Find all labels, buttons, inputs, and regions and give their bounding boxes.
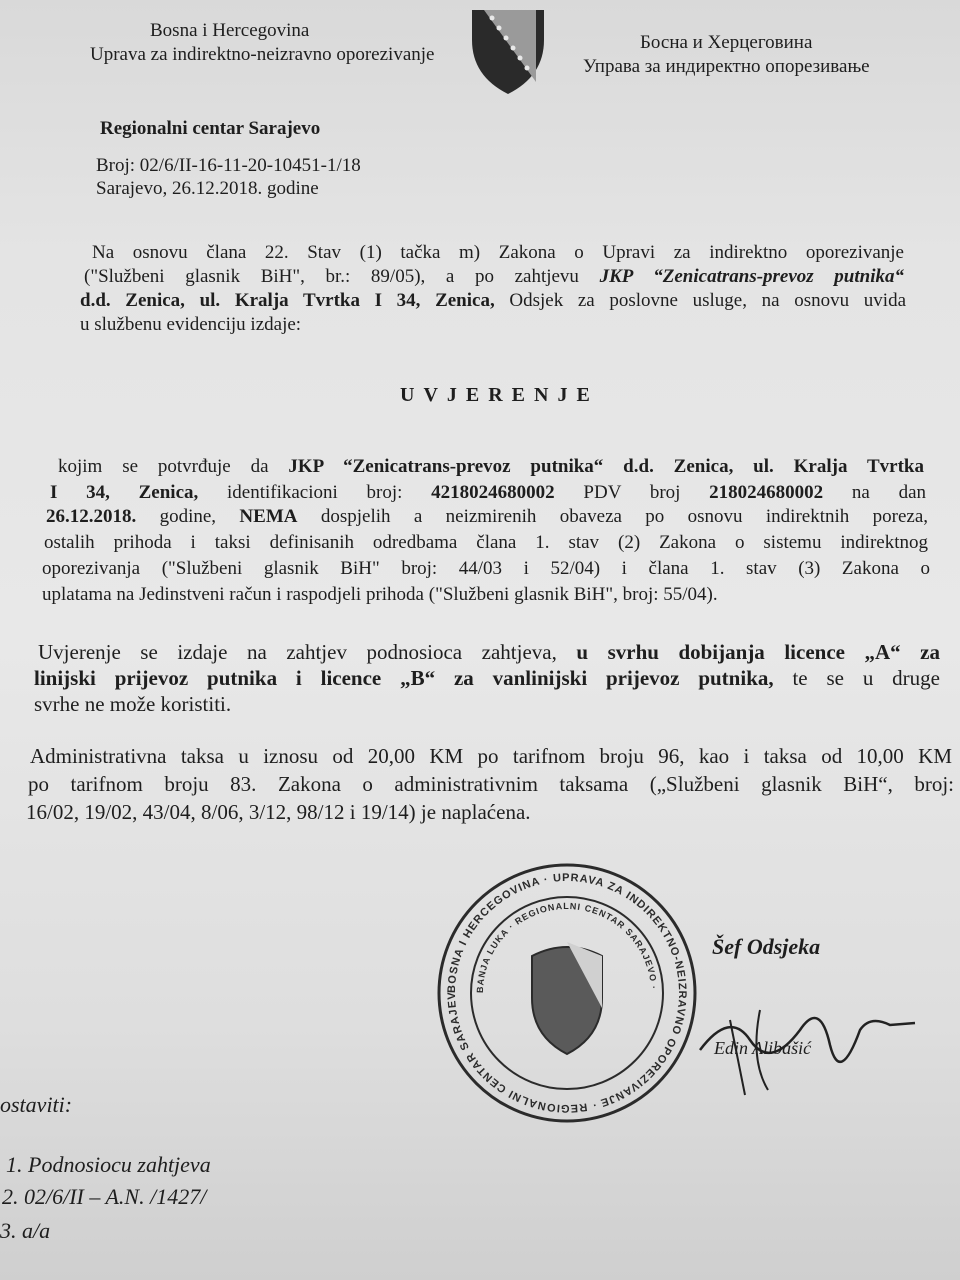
intro-line-2: ("Službeni glasnik BiH", br.: 89/05), a po zahtjevu JKP “Zenicatrans-prevoz putnika“ — [84, 266, 905, 287]
body-line-4: ostalih prihoda i taksi definisanih odredbama člana 1. stav (2) Zakona o sistemu indirektnog — [44, 532, 928, 553]
stamp-shield-icon — [532, 942, 602, 1054]
stamp-inner-text: BANJA LUKA · REGIONALNI CENTAR SARAJEVO · — [474, 900, 659, 994]
body-line-2: I 34, Zenica, identifikacioni broj: 4218024680002 PDV broj 218024680002 na dan — [50, 482, 927, 503]
body-line-1: kojim se potvrđuje da JKP “Zenicatrans-prevoz putnika“ d.d. Zenica, ul. Kralja Tvrtka — [58, 456, 924, 477]
coat-of-arms-icon — [468, 6, 548, 98]
distribution-item: 1. Podnosiocu zahtjeva — [6, 1152, 211, 1177]
header-right-country: Босна и Херцеговина — [640, 32, 813, 53]
place-date: Sarajevo, 26.12.2018. godine — [96, 178, 319, 199]
intro-line-1: Na osnovu člana 22. Stav (1) tačka m) Zakona o Upravi za indirektno oporezivanje — [92, 242, 904, 263]
fee-line-1: Administrativna taksa u iznosu od 20,00 KM po tarifnom broju 96, kao i taksa od 10,00 KM — [30, 744, 952, 768]
distribution-item: 2. 02/6/II – A.N. /1427/ — [2, 1184, 207, 1209]
purpose-line-3: svrhe ne može koristiti. — [34, 692, 232, 716]
office-name: Regionalni centar Sarajevo — [100, 118, 321, 139]
reference-number: Broj: 02/6/II-16-11-20-10451-1/18 — [96, 155, 361, 176]
body-line-5: oporezivanja ("Službeni glasnik BiH" broj: 44/03 i 52/04) i člana 1. stav (3) Zakona o — [42, 558, 930, 579]
header-left-agency: Uprava za indirektno-neizravno oporezivanje — [90, 44, 435, 65]
document-title: UVJERENJE — [400, 384, 599, 406]
intro-line-3: d.d. Zenica, ul. Kralja Tvrtka I 34, Zenica, Odsjek za poslovne usluge, na osnovu uvida — [80, 290, 906, 311]
purpose-line-2: linijski prijevoz putnika i licence „B“ za vanlinijski prijevoz putnika, te se u druge — [34, 666, 940, 690]
official-stamp — [427, 849, 702, 1128]
intro-line-4: u službenu evidenciju izdaje: — [80, 314, 302, 335]
fee-line-2: po tarifnom broju 83. Zakona o administrativnim taksama („Službeni glasnik BiH“, broj: — [28, 772, 954, 796]
header-right-agency: Управа за индиректно опорезивање — [583, 56, 870, 77]
header-left-country: Bosna i Hercegovina — [150, 20, 310, 41]
distribution-label: ostaviti: — [0, 1092, 73, 1117]
stamp-outer-text: BOSNA I HERCEGOVINA · UPRAVA ZA INDIREKTNO-NEIZRAVNO OPOREZIVANJE · REGIONALNI CENTAR SARAJEVO · — [427, 849, 689, 1115]
body-line-3: 26.12.2018. godine, NEMA dospjelih a neizmirenih obaveza po osnovu indirektnih poreza, — [46, 506, 929, 527]
signature-title: Šef Odsjeka — [712, 934, 821, 959]
purpose-line-1: Uvjerenje se izdaje na zahtjev podnosioca zahtjeva, u svrhu dobijanja licence „A“ za — [38, 640, 940, 664]
distribution-item: 3. a/a — [0, 1218, 51, 1243]
fee-line-3: 16/02, 19/02, 43/04, 8/06, 3/12, 98/12 i 19/14) je naplaćena. — [26, 800, 531, 824]
signatory-name: Edin Alibašić — [714, 1038, 812, 1058]
body-line-6: uplatama na Jedinstveni račun i raspodjeli prihoda ("Službeni glasnik BiH", broj: 55/04). — [42, 584, 718, 605]
